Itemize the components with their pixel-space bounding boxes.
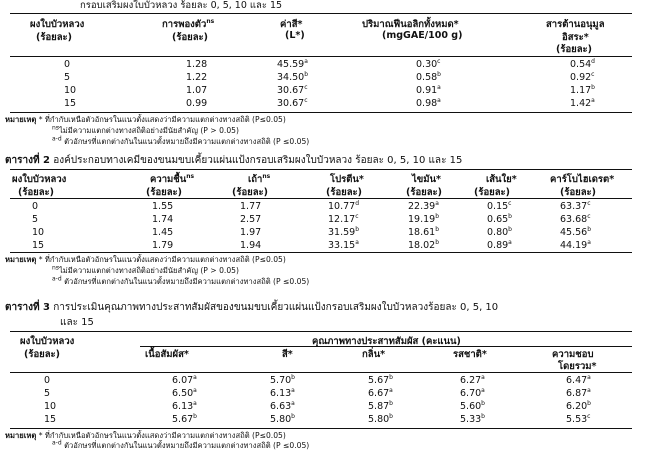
table2-cell-c1: 1.55 xyxy=(152,201,174,212)
t3-header-overall-2: โดยรวม* xyxy=(558,361,597,372)
table2-cell-c6: 63.37$^c$ xyxy=(560,199,591,212)
table2-cell-c3: 10.77$^d$ xyxy=(328,199,360,212)
table1-cell-c3: 0.91$^a$ xyxy=(416,83,441,96)
t2-header-ash: เถ้า$^{ns}$ xyxy=(248,172,271,185)
t1-note-3: $^{a-d}$ ตัวอักษรที่แตกต่างกันในแนวตั้งหมายถึงมีความแตกต่างทางสถิติ (P ≤0.05) xyxy=(52,135,310,146)
t1-header-expansion-unit: (ร้อยละ) xyxy=(172,32,208,43)
t2-header-moisture: ความชื้น$^{ns}$ xyxy=(150,172,195,185)
table2-cell-c4: 18.02$^b$ xyxy=(408,238,440,251)
table1-cell-c1: 1.22 xyxy=(186,72,208,83)
table2-header-rule xyxy=(10,198,632,199)
table1-cell-c0: 15 xyxy=(64,98,77,109)
t1-header-antioxidant: สารต้านอนุมูล xyxy=(546,19,605,30)
table1-caption-continuation: กรอบเสริมผงใบบัวหลวง ร้อยละ 0, 5, 10 และ 15 xyxy=(80,0,283,11)
t1-header-sample: ผงใบบัวหลวง xyxy=(30,19,85,30)
t2-header-fiber-unit: (ร้อยละ) xyxy=(474,187,510,198)
table3-top-rule xyxy=(10,331,632,332)
table1-cell-c2: 45.59$^a$ xyxy=(277,57,308,70)
t1-header-phenolic: ปริมาณฟีนอลิกทั้งหมด* xyxy=(362,19,459,30)
t3-header-texture: เนื้อสัมผัส* xyxy=(145,349,189,360)
table1-cell-c0: 5 xyxy=(64,72,71,83)
table2-cell-c4: 22.39$^a$ xyxy=(408,199,439,212)
t2-header-protein: โปรตีน* xyxy=(330,174,364,185)
table1-cell-c2: 34.50$^b$ xyxy=(277,70,309,83)
table2-cell-c1: 1.74 xyxy=(152,214,174,225)
table2-cell-c3: 12.17$^c$ xyxy=(328,212,359,225)
table1-cell-c1: 1.28 xyxy=(186,59,208,70)
table2-cell-c5: 0.80$^b$ xyxy=(487,225,512,238)
t2-header-moisture-unit: (ร้อยละ) xyxy=(146,187,182,198)
t2-header-fat-unit: (ร้อยละ) xyxy=(406,187,442,198)
t1-header-expansion: การพองตัว$^{ns}$ xyxy=(162,17,215,30)
t1-header-antioxidant-2: อิสระ* xyxy=(562,32,589,43)
t1-header-sample-unit: (ร้อยละ) xyxy=(36,32,72,43)
table1-cell-c2: 30.67$^c$ xyxy=(277,96,308,109)
t2-header-sample: ผงใบบัวหลวง xyxy=(12,174,67,185)
table3-cell-c2: 6.13$^a$ xyxy=(270,386,295,399)
table2-cell-c6: 45.56$^b$ xyxy=(560,225,592,238)
table2-cell-c2: 2.57 xyxy=(240,214,262,225)
table2-cell-c0: 10 xyxy=(32,227,45,238)
table3-cell-c1: 6.13$^a$ xyxy=(172,399,197,412)
t3-header-sensory-group: คุณภาพทางประสาทสัมผัส (คะแนน) xyxy=(312,336,461,347)
t2-header-sample-unit: (ร้อยละ) xyxy=(18,187,54,198)
table2-cell-c2: 1.77 xyxy=(240,201,262,212)
table3-cell-c3: 5.67$^b$ xyxy=(368,373,393,386)
table1-cell-c4: 0.54$^d$ xyxy=(570,57,595,70)
table2-bottom-rule xyxy=(10,252,632,253)
table2-cell-c2: 1.94 xyxy=(240,240,262,251)
t1-header-color-unit: (L*) xyxy=(285,30,305,41)
t2-header-fiber: เส้นใย* xyxy=(486,174,517,185)
table1-top-rule xyxy=(10,13,632,14)
table2-cell-c1: 1.45 xyxy=(152,227,174,238)
table3-cell-c5: 6.20$^b$ xyxy=(566,399,591,412)
table3-cell-c4: 5.33$^b$ xyxy=(460,412,485,425)
t3-note-1: หมายเหตุ * ที่กำกับเหนือตัวอักษรในแนวตั้งแสดงว่ามีความแตกต่างทางสถิติ (P≤0.05) xyxy=(5,431,286,440)
t3-header-odor: กลิ่น* xyxy=(362,349,386,360)
table2-cell-c0: 0 xyxy=(32,201,39,212)
table3-cell-c3: 5.80$^b$ xyxy=(368,412,393,425)
table2-cell-c6: 44.19$^a$ xyxy=(560,238,591,251)
table1-cell-c3: 0.98$^a$ xyxy=(416,96,441,109)
t1-header-phenolic-unit: (mgGAE/100 g) xyxy=(382,30,463,41)
table2-cell-c1: 1.79 xyxy=(152,240,174,251)
table3-header-rule xyxy=(10,372,632,373)
table2-cell-c4: 19.19$^b$ xyxy=(408,212,440,225)
table3-cell-c5: 5.53$^c$ xyxy=(566,412,591,425)
table1-cell-c4: 1.42$^a$ xyxy=(570,96,595,109)
table3-cell-c3: 6.67$^a$ xyxy=(368,386,393,399)
table2-caption: ตารางที่ 2 องค์ประกอบทางเคมีของขนมขบเคี้ยวแผ่นแป้งกรอบเสริมผงใบบัวหลวง ร้อยละ 0, 5, 10 และ 15 xyxy=(5,155,463,166)
table2-cell-c2: 1.97 xyxy=(240,227,262,238)
table2-cell-c5: 0.65$^b$ xyxy=(487,212,512,225)
t2-note-1: หมายเหตุ * ที่กำกับเหนือตัวอักษรในแนวตั้งแสดงว่ามีความแตกต่างทางสถิติ (P≤0.05) xyxy=(5,255,286,264)
table1-cell-c2: 30.67$^c$ xyxy=(277,83,308,96)
table3-cell-c4: 6.70$^a$ xyxy=(460,386,485,399)
table1-cell-c4: 0.92$^c$ xyxy=(570,70,595,83)
t2-header-carbohydrate: คาร์โบไฮเดรต* xyxy=(550,174,615,185)
t3-header-overall: ความชอบ xyxy=(552,349,594,360)
table2-cell-c5: 0.89$^a$ xyxy=(487,238,512,251)
table3-cell-c1: 6.50$^a$ xyxy=(172,386,197,399)
table2-cell-c0: 15 xyxy=(32,240,45,251)
table1-cell-c3: 0.30$^c$ xyxy=(416,57,441,70)
table3-cell-c4: 6.27$^a$ xyxy=(460,373,485,386)
table2-cell-c4: 18.61$^b$ xyxy=(408,225,440,238)
table3-cell-c5: 6.47$^a$ xyxy=(566,373,591,386)
table3-cell-c4: 5.60$^b$ xyxy=(460,399,485,412)
table3-cell-c1: 5.67$^b$ xyxy=(172,412,197,425)
table3-bottom-rule xyxy=(10,428,632,429)
table2-cell-c3: 33.15$^a$ xyxy=(328,238,359,251)
t1-note-1: หมายเหตุ * ที่กำกับเหนือตัวอักษรในแนวตั้งแสดงว่ามีความแตกต่างทางสถิติ (P≤0.05) xyxy=(5,115,286,124)
table3-cell-c0: 5 xyxy=(44,388,51,399)
table1-cell-c0: 0 xyxy=(64,59,71,70)
table3-cell-c3: 5.87$^b$ xyxy=(368,399,393,412)
t3-note-3: $^{a-d}$ ตัวอักษรที่แตกต่างกันในแนวตั้งหมายถึงมีความแตกต่างทางสถิติ (P ≤0.05) xyxy=(52,439,310,450)
table1-cell-c1: 1.07 xyxy=(186,85,208,96)
t2-header-fat: ไขมัน* xyxy=(412,174,441,185)
t2-note-3: $^{a-d}$ ตัวอักษรที่แตกต่างกันในแนวตั้งหมายถึงมีความแตกต่างทางสถิติ (P ≤0.05) xyxy=(52,275,310,286)
table3-cell-c5: 6.87$^a$ xyxy=(566,386,591,399)
table2-cell-c0: 5 xyxy=(32,214,39,225)
table1-cell-c1: 0.99 xyxy=(186,98,208,109)
table2-cell-c6: 63.68$^c$ xyxy=(560,212,591,225)
table3-cell-c2: 6.63$^a$ xyxy=(270,399,295,412)
table1-bottom-rule xyxy=(10,112,632,113)
table2-cell-c5: 0.15$^c$ xyxy=(487,199,512,212)
t3-header-sample-unit: (ร้อยละ) xyxy=(24,349,60,360)
table3-caption: ตารางที่ 3 การประเมินคุณภาพทางประสาทสัมผัสของขนมขบเคี้ยวแผ่นแป้งกรอบเสริมผงใบบัวหลวงร้อยละ 0, 5, 10 xyxy=(5,302,499,313)
t2-header-carbohydrate-unit: (ร้อยละ) xyxy=(560,187,596,198)
table2-top-rule xyxy=(10,169,632,170)
t2-note-2: $^{ns}$ไม่มีความแตกต่างทางสถิติอย่างมีนัยสำคัญ (P > 0.05) xyxy=(52,264,239,275)
table1-cell-c3: 0.58$^b$ xyxy=(416,70,441,83)
t1-note-2: $^{ns}$ไม่มีความแตกต่างทางสถิติอย่างมีนัยสำคัญ (P > 0.05) xyxy=(52,124,239,135)
t1-header-color: ค่าสี* xyxy=(280,19,303,30)
table3-cell-c2: 5.80$^b$ xyxy=(270,412,295,425)
t2-header-ash-unit: (ร้อยละ) xyxy=(232,187,268,198)
t1-header-antioxidant-unit: (ร้อยละ) xyxy=(556,44,592,55)
table3-cell-c1: 6.07$^a$ xyxy=(172,373,197,386)
table3-cell-c0: 0 xyxy=(44,375,51,386)
t3-header-taste: รสชาติ* xyxy=(453,349,487,360)
table1-header-rule xyxy=(10,56,632,57)
table3-cell-c0: 15 xyxy=(44,414,57,425)
table1-cell-c4: 1.17$^b$ xyxy=(570,83,595,96)
t3-header-color: สี* xyxy=(282,349,293,360)
table3-caption-line2: และ 15 xyxy=(60,317,94,328)
t3-header-sample: ผงใบบัวหลวง xyxy=(20,336,75,347)
table2-cell-c3: 31.59$^b$ xyxy=(328,225,360,238)
table3-cell-c2: 5.70$^b$ xyxy=(270,373,295,386)
table1-cell-c0: 10 xyxy=(64,85,77,96)
table3-cell-c0: 10 xyxy=(44,401,57,412)
t2-header-protein-unit: (ร้อยละ) xyxy=(326,187,362,198)
